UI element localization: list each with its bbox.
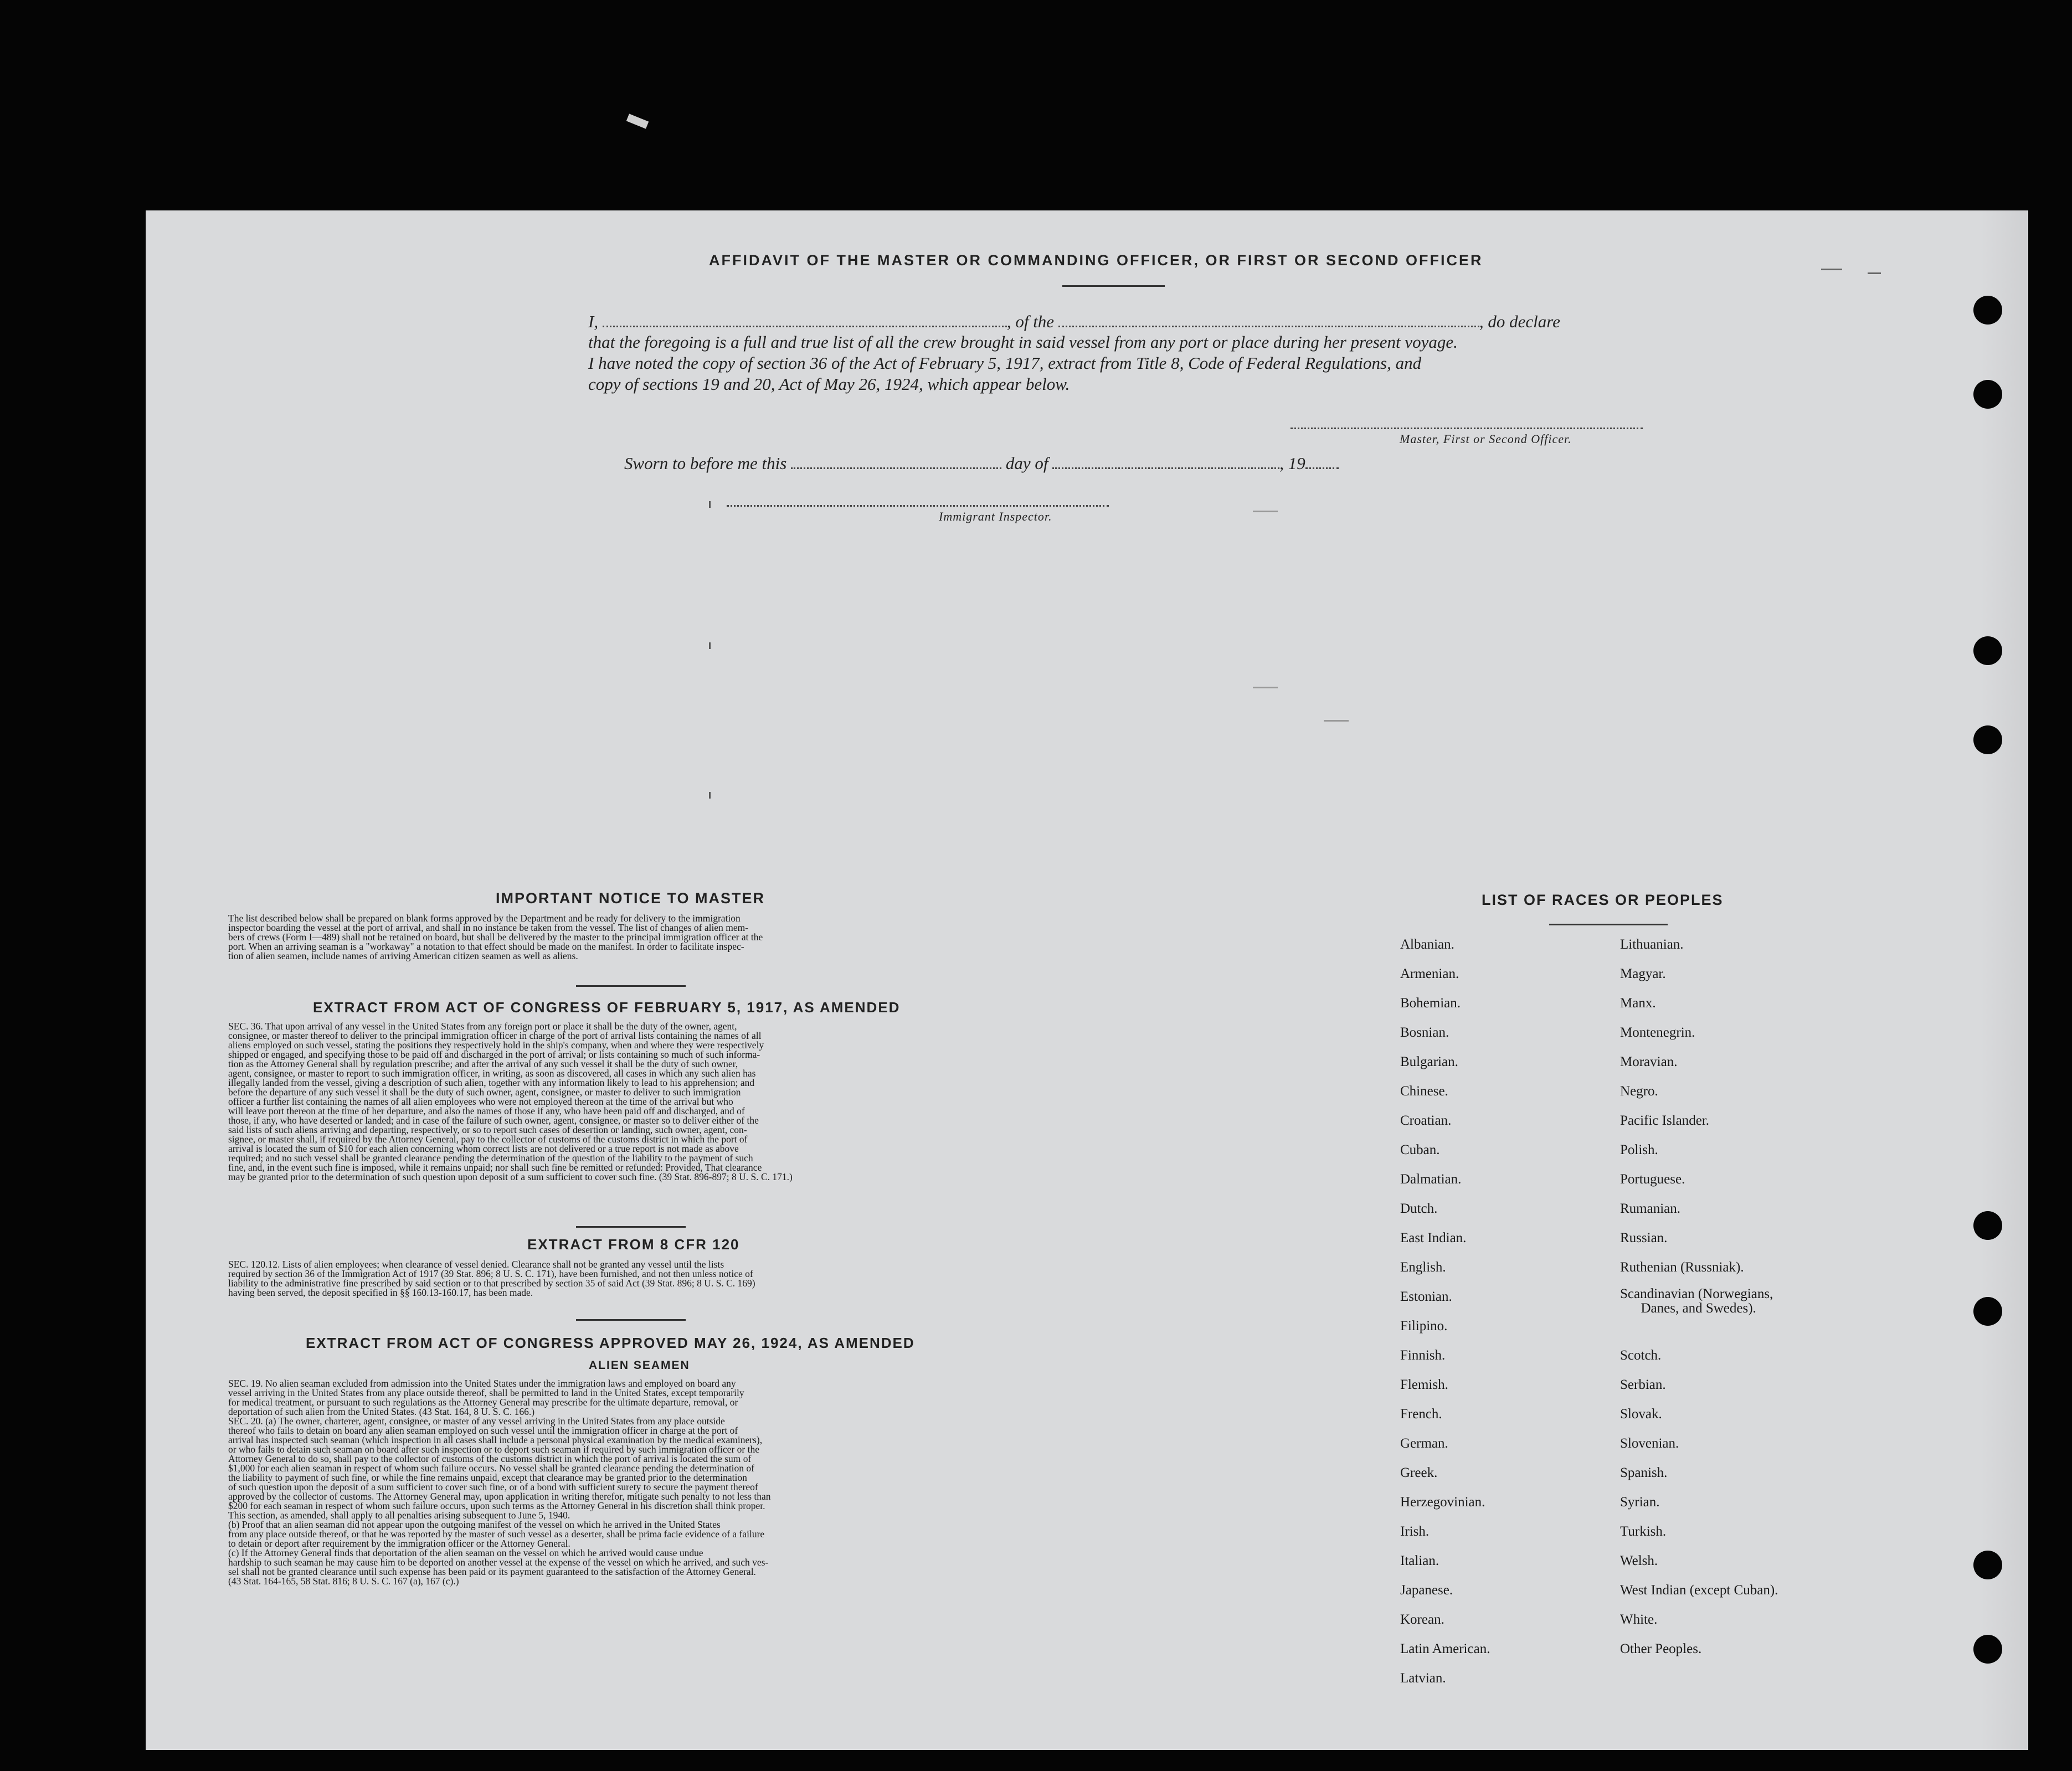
races-right-column — [1620, 935, 1778, 1669]
race-item: Montenegrin. — [1620, 1025, 1695, 1040]
binder-hole — [1973, 296, 2002, 325]
declaration-do-declare: , do declare — [1479, 312, 1560, 331]
notice-rule — [576, 985, 686, 987]
race-item: Albanian. — [1400, 937, 1454, 952]
race-item: Spanish. — [1620, 1465, 1668, 1480]
race-item: Serbian. — [1620, 1377, 1666, 1392]
paper-mark — [1821, 269, 1842, 270]
races-left-column — [1400, 935, 1490, 1698]
binder-hole — [1973, 380, 2002, 409]
race-item: Estonian. — [1400, 1289, 1452, 1304]
paper-mark — [709, 792, 711, 799]
race-item: Finnish. — [1400, 1348, 1446, 1363]
declaration-of-the: , of the — [1006, 312, 1055, 331]
binder-hole — [1973, 725, 2002, 754]
race-item: Ruthenian (Russniak). — [1620, 1260, 1744, 1275]
paper-mark — [709, 642, 711, 649]
extract-cfr-title: EXTRACT FROM 8 CFR 120 — [527, 1236, 740, 1253]
race-item: Bohemian. — [1400, 996, 1461, 1011]
race-item: Lithuanian. — [1620, 937, 1684, 952]
race-item-spacer — [1620, 1316, 1778, 1346]
race-item: Greek. — [1400, 1465, 1438, 1480]
inspector-signature-label: Immigrant Inspector. — [939, 509, 1052, 523]
race-item: Cuban. — [1400, 1142, 1440, 1157]
extract-1917-rule — [576, 1226, 686, 1228]
race-item: French. — [1400, 1407, 1442, 1422]
race-item: White. — [1620, 1612, 1658, 1627]
vessel-field[interactable] — [1058, 311, 1479, 327]
race-item: Polish. — [1620, 1142, 1658, 1157]
sworn-line — [624, 453, 1455, 473]
race-item: Slovak. — [1620, 1407, 1662, 1422]
races-title: LIST OF RACES OR PEOPLES — [1482, 892, 1724, 908]
race-item: East Indian. — [1400, 1231, 1467, 1245]
race-item: Other Peoples. — [1620, 1641, 1702, 1656]
notice-body: The list described below shall be prepared on blank forms approved by the Department and be ready for delivery to the immigration inspector boarding the vessel at the port of arrival, and shall in no instance be taken from the vessel. The list of changes of alien mem- bers of crews (Form I—489) shall not be retained on board, but shall be delivered by the master to the principal immigration officer at the port. When an arriving seaman is a "workaway" a notation to that effect should be made on the manifest. In order to facilitate inspec- tion of alien seamen, include names of arriving American citizen seamen as well as aliens. — [228, 913, 763, 961]
race-item: Dalmatian. — [1400, 1172, 1462, 1187]
race-item: Welsh. — [1620, 1553, 1658, 1568]
race-item: Italian. — [1400, 1553, 1439, 1568]
affidavit-title: AFFIDAVIT OF THE MASTER OR COMMANDING OFFICER, OR FIRST OR SECOND OFFICER — [709, 252, 1483, 269]
declaration-line-4: copy of sections 19 and 20, Act of May 26, 1924, which appear below. — [588, 374, 1070, 394]
binder-hole — [1973, 1635, 2002, 1664]
race-item: Portuguese. — [1620, 1172, 1685, 1187]
extract-cfr-rule — [576, 1319, 686, 1321]
binder-hole — [1973, 1297, 2002, 1326]
race-item: Latvian. — [1400, 1671, 1446, 1686]
title-rule — [1062, 285, 1165, 287]
sworn-day-of: day of — [1005, 454, 1048, 473]
inspector-signature-line[interactable] — [727, 505, 1109, 507]
race-item: Magyar. — [1620, 966, 1666, 981]
paper-mark — [709, 501, 711, 508]
master-signature-label: Master, First or Second Officer. — [1400, 432, 1572, 446]
sworn-year: , 19 — [1279, 454, 1305, 473]
binder-hole — [1973, 1551, 2002, 1579]
extract-1924-body: SEC. 19. No alien seaman excluded from admission into the United States under the immigration laws and employed on board any vessel arriving in the United States from any place outside thereof, shall be permitted to land in the United States, except temporarily for medical treatment, or pursuant to such regulations as the Attorney General may prescribe for the ultimate departure, removal, or deportation of such alien from the United States. (43 Stat. 164, 8 U. S. C. 166.) SEC. 20. (a) The owner, charterer, agent, consignee, or master of any vessel arriving in the United States from any place outside thereof who fails to detain on board any alien seaman employed on such vessel until the immigration officer in charge at the port of arrival has inspected such seaman (which inspection in all cases shall include a personal physical examination by the medical examiners), or who fails to detain such seaman on board after such inspection or to deport such seaman if required by such immigration officer or the Attorney General to do so, shall pay to the collector of customs of the customs district in which the port of arrival is located the sum of $1,000 for each alien seaman in respect of whom such failure occurs. No vessel shall be granted clearance pending the determination of the liability to payment of such fine, or while the fine remains unpaid, except that clearance may be granted prior to the determination of such question upon the deposit of a sum sufficient to cover such fine, or of a bond with sufficient surety to secure the payment thereof approved by the collector of customs. The Attorney General may, upon application in writing therefor, mitigate such penalty to not less than $200 for each seaman in respect of whom such failure occurs, upon such terms as the Attorney General in his discretion shall think proper. This section, as amended, shall apply to all penalties arising subsequent to June 5, 1940. (b) Proof that an alien seaman did not appear upon the outgoing manifest of the vessel on which he arrived in the United States from any place outside thereof, or that he was reported by the master of such vessel as a deserter, shall be prima facie evidence of a failure to detain or deport after requirement by the immigration officer or the Attorney General. (c) If the Attorney General finds that deportation of the alien seaman on the vessel on which he arrived would cause undue hardship to such seaman he may cause him to be deported on another vessel at the expense of the vessel on which he arrived, and such ves- sel shall not be granted clearance until such expense has been paid or its payment guaranteed to the satisfaction of the Attorney General. (43 Stat. 164-165, 58 Stat. 816; 8 U. S. C. 167 (a), 167 (c).) — [228, 1378, 771, 1587]
race-item: Manx. — [1620, 996, 1656, 1011]
race-item: Filipino. — [1400, 1319, 1448, 1334]
race-item: English. — [1400, 1260, 1446, 1275]
race-item: Scotch. — [1620, 1348, 1662, 1363]
paper-mark — [1253, 511, 1278, 512]
race-item: Pacific Islander. — [1620, 1113, 1710, 1128]
debris-speck — [626, 114, 649, 128]
race-item: Bosnian. — [1400, 1025, 1449, 1040]
race-item: Scandinavian (Norwegians, Danes, and Swedes). — [1620, 1286, 1773, 1316]
race-item: Syrian. — [1620, 1495, 1660, 1510]
sheet-edge — [1980, 210, 2027, 1750]
notice-title: IMPORTANT NOTICE TO MASTER — [496, 890, 765, 907]
extract-1917-body: SEC. 36. That upon arrival of any vessel in the United States from any foreign port or place it shall be the duty of the owner, agent, consignee, or master thereof to deliver to the principal immigration officer in charge of the port of arrival lists containing the names of all aliens employed on such vessel, stating the positions they respectively hold in the ship's company, when and where they were respectively shipped or engaged, and specifying those to be paid off and discharged in the port of arrival; or lists containing so much of such informa- tion as the Attorney General shall by regulation prescribe; and after the arrival of any such vessel it shall be the duty of such owner, agent, consignee, or master to report to such immigration officer, in writing, as soon as discovered, all cases in which any such alien has illegally landed from the vessel, giving a description of such alien, together with any information likely to lead to his apprehension; and before the departure of any such vessel it shall be the duty of such owner, agent, consignee, or master to deliver to such immigration officer a further list containing the names of all alien employees who were not employed thereon at the time of the arrival but who will leave port thereon at the time of her departure, and also the names of those if any, who have been paid off and discharged, and of those, if any, who have deserted or landed; and in case of the failure of such owner, agent, consignee, or master so to deliver either of the said lists of such aliens arriving and departing, respectively, or so to report such cases of desertion or landing, such owner, agent, con- signee, or master shall, if required by the Attorney General, pay to the collector of customs of the customs district in which the port of arrival is located the sum of $10 for each alien concerning whom correct lists are not delivered or a true report is not made as above required; and no such vessel shall be granted clearance pending the determination of the question of the liability to the payment of such fine, and, in the event such fine is imposed, while it remains unpaid; nor shall such fine be remitted or refunded: Provided, That clearance may be granted prior to the determination of such question upon deposit of a sum sufficient to cover such fine. (39 Stat. 896-897; 8 U. S. C. 171.) — [228, 1021, 793, 1182]
sworn-month-field[interactable] — [1052, 453, 1279, 469]
race-item: Croatian. — [1400, 1113, 1452, 1128]
race-item: Latin American. — [1400, 1641, 1490, 1656]
sworn-year-field[interactable] — [1305, 453, 1339, 469]
race-item: Moravian. — [1620, 1054, 1678, 1069]
race-item: Rumanian. — [1620, 1201, 1681, 1216]
race-item: German. — [1400, 1436, 1448, 1451]
race-item: Herzegovinian. — [1400, 1495, 1485, 1510]
race-item: Armenian. — [1400, 966, 1459, 981]
race-item: Bulgarian. — [1400, 1054, 1458, 1069]
race-item: Japanese. — [1400, 1583, 1453, 1598]
declaration-i: I, — [588, 312, 599, 331]
declaration-line-3: I have noted the copy of section 36 of the Act of February 5, 1917, extract from Title 8, Code of Federal Regulations, and — [588, 353, 1422, 373]
name-field[interactable] — [603, 311, 1007, 327]
sworn-prefix: Sworn to before me this — [624, 454, 787, 473]
race-item: Dutch. — [1400, 1201, 1438, 1216]
binder-hole — [1973, 636, 2002, 665]
race-item: Russian. — [1620, 1231, 1668, 1245]
race-item: Negro. — [1620, 1084, 1658, 1099]
extract-cfr-body: SEC. 120.12. Lists of alien employees; when clearance of vessel denied. Clearance shall not be granted any vessel until the lists required by section 36 of the Immigration Act of 1917 (39 Stat. 896; 8 U. S. C. 171), have been furnished, and not then unless notice of liability to the administrative fine prescribed by said section or to that prescribed by section 35 of said Act (39 Stat. 896; 8 U. S. C. 169) having been served, the deposit specified in §§ 160.13-160.17, has been made. — [228, 1259, 755, 1298]
declaration-line-2: that the foregoing is a full and true list of all the crew brought in said vessel from any port or place during her present voyage. — [588, 332, 1458, 352]
race-item: West Indian (except Cuban). — [1620, 1583, 1778, 1598]
paper-mark — [1253, 687, 1278, 688]
race-item: Turkish. — [1620, 1524, 1667, 1539]
race-item: Chinese. — [1400, 1084, 1448, 1099]
declaration-line-1 — [588, 311, 1560, 332]
paper-mark — [1324, 720, 1349, 722]
extract-1917-title: EXTRACT FROM ACT OF CONGRESS OF FEBRUARY 5, 1917, AS AMENDED — [313, 999, 901, 1016]
paper-mark — [1868, 272, 1881, 274]
extract-1924-subtitle: ALIEN SEAMEN — [589, 1359, 690, 1372]
race-item: Irish. — [1400, 1524, 1430, 1539]
race-item: Korean. — [1400, 1612, 1444, 1627]
binder-hole — [1973, 1211, 2002, 1240]
race-item: Slovenian. — [1620, 1436, 1679, 1451]
master-signature-line[interactable] — [1290, 428, 1643, 429]
races-rule — [1549, 924, 1668, 925]
race-item: Flemish. — [1400, 1377, 1448, 1392]
sworn-day-field[interactable] — [791, 453, 1001, 469]
extract-1924-title: EXTRACT FROM ACT OF CONGRESS APPROVED MAY 26, 1924, AS AMENDED — [306, 1335, 915, 1351]
